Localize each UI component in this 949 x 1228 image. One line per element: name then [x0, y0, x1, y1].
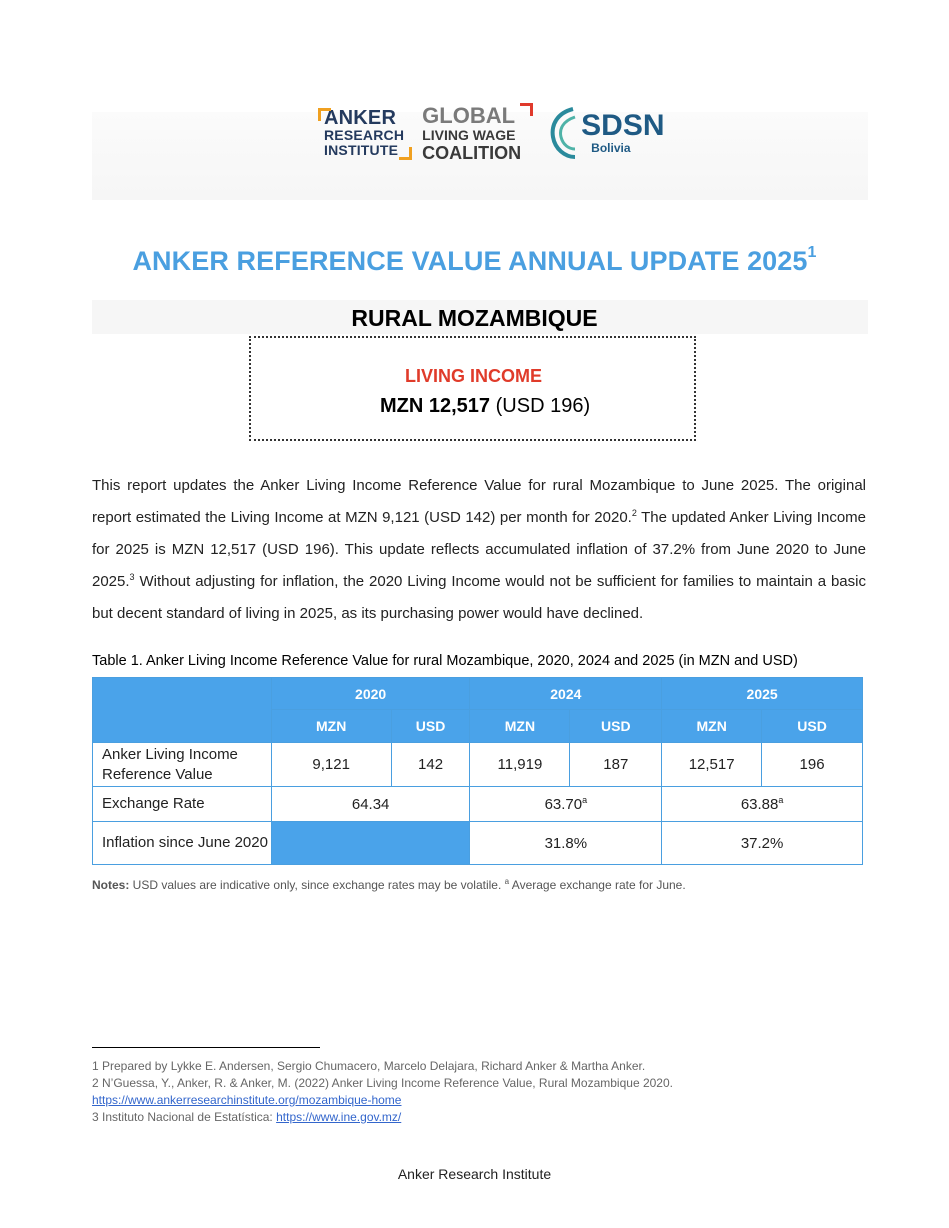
- table-cell: 31.8%: [470, 822, 662, 865]
- row-label: Inflation since June 2020: [93, 822, 272, 865]
- currency-header: USD: [762, 710, 863, 743]
- title-footnote-ref: 1: [807, 244, 817, 261]
- sdsn-logo-subtext: Bolivia: [591, 141, 631, 155]
- living-income-usd: (USD 196): [495, 395, 591, 417]
- living-income-label: LIVING INCOME: [405, 366, 543, 386]
- table-header-years: [93, 678, 863, 710]
- table-row-exchange-rate: [93, 787, 863, 822]
- footnote-ref-2: 2: [631, 508, 637, 518]
- table-cell: 11,919: [470, 743, 570, 787]
- region-title: RURAL MOZAMBIQUE: [351, 305, 598, 331]
- table-row-living-income: [93, 743, 863, 787]
- table-cell: 142: [391, 743, 470, 787]
- table-cell: 12,517: [662, 743, 762, 787]
- footnote-2: [92, 1075, 866, 1109]
- summary-part2: The updated Anker Living Income for 2025 is MZN 12,517 (USD 196). This update reflects accumulated inflation of 37.2% from June 2020 to June 2025.: [92, 509, 866, 590]
- summary-part1: This report updates the Anker Living Income Reference Value for rural Mozambique to June 2025. The original report estimated the Living Income at MZN 9,121 (USD 142) per month for 2020.: [92, 477, 866, 526]
- year-2020-header: 2020: [271, 678, 470, 710]
- row-label: Anker Living Income Reference Value: [93, 743, 272, 787]
- living-income-local: MZN 12,517: [380, 395, 491, 417]
- glwc-logo-line2: LIVING WAGE: [422, 127, 516, 143]
- summary-paragraph: [92, 470, 866, 630]
- table-cell: [470, 787, 662, 822]
- footnotes: [92, 1058, 866, 1126]
- sdsn-logo-text: SDSN: [581, 109, 665, 142]
- partner-logos: [318, 98, 665, 168]
- footnote-1: 1 Prepared by Lykke E. Andersen, Sergio Chumacero, Marcelo Delajara, Richard Anker & Martha Anker.: [92, 1059, 646, 1073]
- table-cell-empty: [271, 822, 470, 865]
- footnote-2-text: 2 N’Guessa, Y., Anker, R. & Anker, M. (2022) Anker Living Income Reference Value, Rural Mozambique 2020.: [92, 1076, 673, 1090]
- summary-part3: Without adjusting for inflation, the 2020 Living Income would not be sufficient for families to maintain a basic but decent standard of living in 2025, as its purchasing power would have declined.: [92, 573, 866, 622]
- notes-text: USD values are indicative only, since exchange rates may be volatile.: [129, 878, 505, 892]
- currency-header: MZN: [662, 710, 762, 743]
- currency-header: MZN: [470, 710, 570, 743]
- table-cell: 64.34: [271, 787, 470, 822]
- page-title-text: ANKER REFERENCE VALUE ANNUAL UPDATE 2025: [132, 246, 808, 276]
- anker-logo-line2: RESEARCH: [324, 127, 405, 143]
- footnote-ref-3: 3: [129, 572, 135, 582]
- table-cell: 187: [570, 743, 662, 787]
- page-footer: Anker Research Institute: [397, 1166, 552, 1182]
- footnote-3-link[interactable]: https://www.ine.gov.mz/: [276, 1110, 402, 1124]
- anker-logo-line1: ANKER: [324, 107, 397, 129]
- table-header-blank: [93, 678, 272, 743]
- page-title: [0, 246, 949, 277]
- table-cell: 37.2%: [662, 822, 863, 865]
- year-2025-header: 2025: [662, 678, 863, 710]
- anker-research-institute-logo: [318, 104, 412, 162]
- exchange-rate-2025: 63.88: [740, 796, 779, 813]
- table-caption: Table 1. Anker Living Income Reference Value for rural Mozambique, 2020, 2024 and 2025 (in MZN and USD): [92, 653, 798, 669]
- notes-text2: Average exchange rate for June.: [509, 878, 686, 892]
- sdsn-bolivia-logo: [549, 105, 664, 161]
- anker-logo-line3: INSTITUTE: [324, 142, 399, 158]
- notes-label: Notes:: [92, 878, 130, 892]
- table-row-inflation: [93, 822, 863, 865]
- living-income-table: [92, 677, 863, 865]
- footnote-3: [92, 1109, 866, 1126]
- table-cell: 9,121: [271, 743, 391, 787]
- currency-header: USD: [391, 710, 470, 743]
- sdsn-swirl-icon: [549, 105, 579, 161]
- living-income-value: [380, 395, 590, 418]
- glwc-logo-line3: COALITION: [422, 143, 522, 163]
- note-mark: a: [504, 877, 510, 886]
- row-label: Exchange Rate: [93, 787, 272, 822]
- year-2024-header: 2024: [470, 678, 662, 710]
- currency-header: USD: [570, 710, 662, 743]
- exchange-rate-2024: 63.70: [544, 796, 583, 813]
- table-notes: [92, 877, 686, 892]
- note-mark: a: [582, 795, 588, 805]
- footnote-3-text: 3 Instituto Nacional de Estatística:: [92, 1110, 277, 1124]
- table-cell: 196: [762, 743, 863, 787]
- footnote-2-link[interactable]: https://www.ankerresearchinstitute.org/mozambique-home: [92, 1093, 402, 1107]
- table-cell: [662, 787, 863, 822]
- footnote-divider: [92, 1047, 320, 1048]
- living-income-box: [249, 336, 696, 441]
- glwc-logo-line1: GLOBAL: [422, 103, 516, 128]
- global-living-wage-coalition-logo: [420, 101, 533, 165]
- currency-header: MZN: [271, 710, 391, 743]
- note-mark: a: [778, 795, 784, 805]
